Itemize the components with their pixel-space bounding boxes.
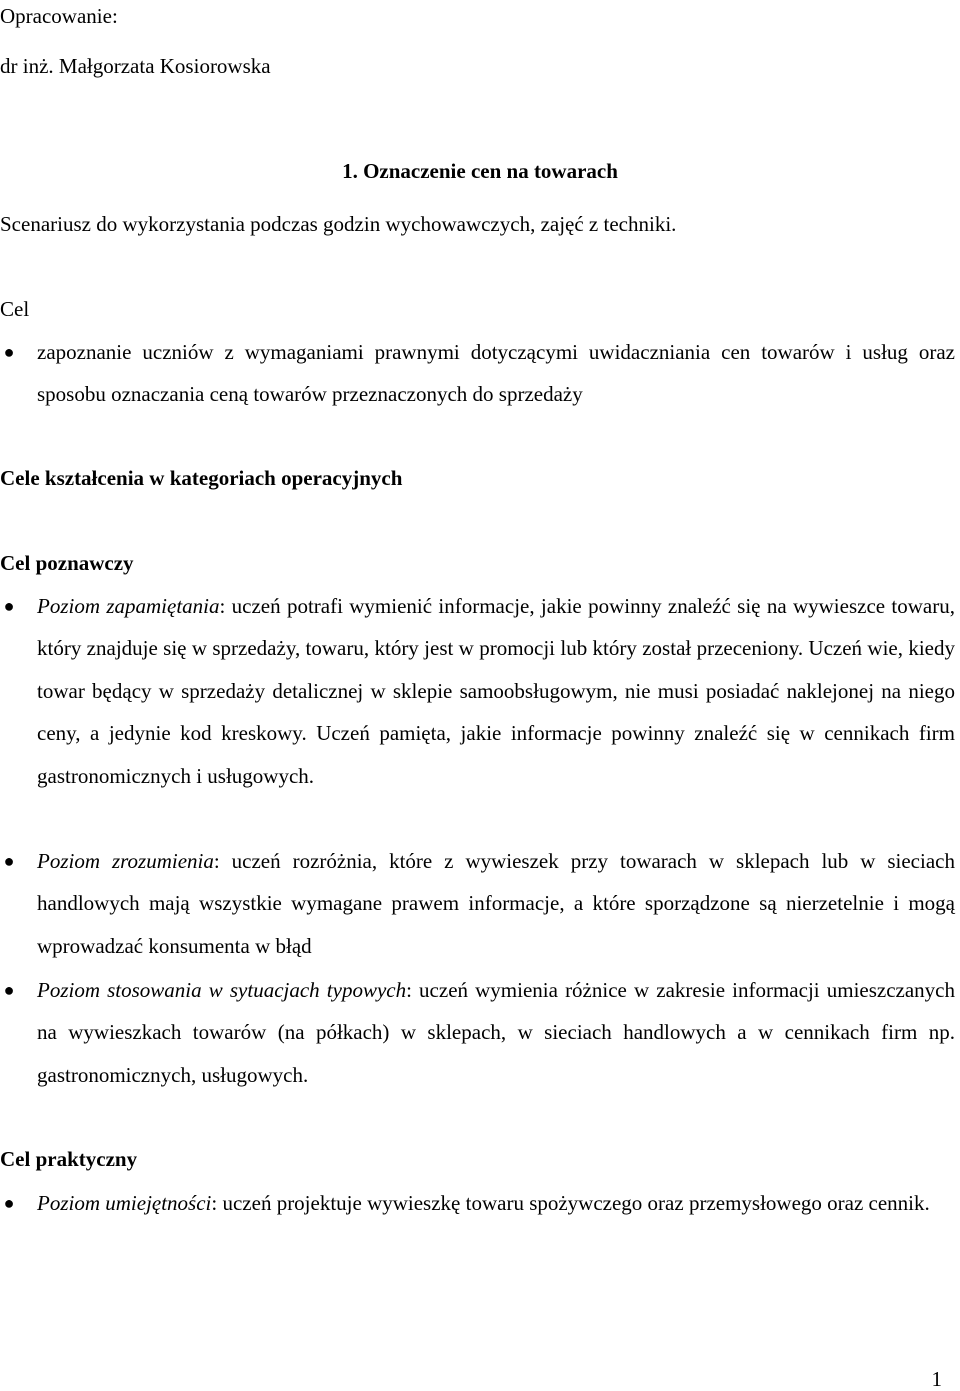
page-number: 1 — [931, 1367, 942, 1391]
practical-heading: Cel praktyczny — [0, 1147, 138, 1171]
practical-item — [37, 1182, 955, 1224]
document-subtitle: Scenariusz do wykorzystania podczas godzin wychowawczych, zajęć z techniki. — [0, 212, 677, 236]
operational-heading: Cele kształcenia w kategoriach operacyjnych — [0, 466, 403, 490]
cognitive-item-text: : uczeń rozróżnia, które z wywieszek przy towarach w sklepach lub w sieciach handlowych mają wszystkie wymagane prawem informacje, a które sporządzone są nierzetelnie i mogą wprowadzać konsumenta w błąd — [37, 849, 955, 958]
document-title: 1. Oznaczenie cen na towarach — [342, 159, 618, 183]
goal-heading: Cel — [0, 297, 30, 321]
cognitive-heading: Cel poznawczy — [0, 551, 134, 575]
goal-item-text: zapoznanie uczniów z wymaganiami prawnymi dotyczącymi uwidaczniania cen towarów i usług oraz sposobu oznaczania ceną towarów przeznaczonych do sprzedaży — [37, 340, 955, 407]
bullet-icon: ● — [3, 342, 15, 362]
practical-item-text: : uczeń projektuje wywieszkę towaru spożywczego oraz przemysłowego oraz cennik. — [211, 1191, 930, 1215]
cognitive-item-text: : uczeń wymienia różnice w zakresie informacji umieszczanych na wywieszkach towarów (na półkach) w sklepach, w sieciach handlowych a w cennikach firm np. gastronomicznych, usługowych. — [37, 978, 956, 1087]
bullet-icon: ● — [3, 980, 15, 1000]
practical-item-lead: Poziom umiejętności — [37, 1191, 212, 1215]
cognitive-item-memory — [37, 585, 955, 797]
goal-item — [37, 331, 955, 416]
cognitive-item-lead: Poziom stosowania w sytuacjach typowych — [37, 978, 407, 1002]
cognitive-item-text: : uczeń potrafi wymienić informacje, jakie powinny znaleźć się na wywieszce towaru, który znajduje się w sprzedaży, towaru, który jest w promocji lub który został przeceniony. Uczeń wie, kiedy towar będący w sprzedaży detalicznej w sklepie samoobsługowym, nie musi posiadać naklejonej na niego ceny, a jedynie kod kreskowy. Uczeń pamięta, jakie informacje powinny znaleźć się w cennikach firm gastronomicznych i usługowych. — [37, 594, 955, 788]
bullet-icon: ● — [3, 851, 15, 871]
author-name: dr inż. Małgorzata Kosiorowska — [0, 54, 271, 78]
cognitive-item-application — [37, 969, 955, 1096]
cognitive-item-understanding — [37, 840, 955, 967]
cognitive-item-lead: Poziom zapamiętania — [37, 594, 220, 618]
cognitive-item-lead: Poziom zrozumienia — [37, 849, 214, 873]
bullet-icon: ● — [3, 596, 15, 616]
author-label: Opracowanie: — [0, 4, 118, 28]
bullet-icon: ● — [3, 1193, 15, 1213]
